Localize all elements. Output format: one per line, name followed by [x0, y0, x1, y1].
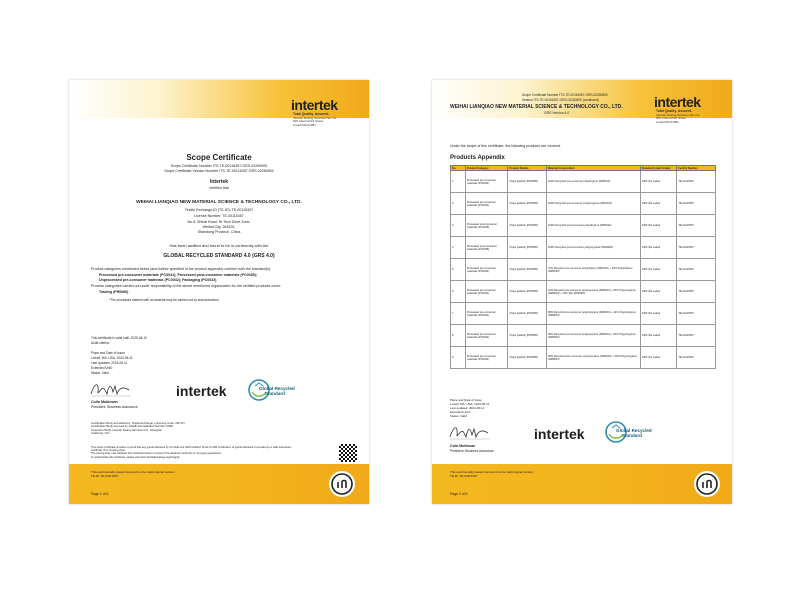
- signer-title: President, Business Assurance: [450, 449, 494, 453]
- table-row: [451, 193, 716, 215]
- extended-until: Extended Until:: [91, 366, 113, 370]
- table-cell: 9: [451, 347, 466, 369]
- activities: Trading (PR0080): [99, 290, 129, 294]
- table-cell: 100% Recycled post-consumer polypropylene (RM0204): [546, 237, 640, 259]
- table-row: [451, 237, 716, 259]
- page-title: Scope Certificate: [186, 153, 252, 162]
- signer-title: President, Business Assurance: [91, 405, 138, 409]
- products-table: [450, 165, 716, 369]
- audited-statement: Has been audited and found to be in conformity with the: [169, 243, 269, 248]
- disclaimer: This scope certificate provides no proof that any goods delivered by its holder are GRS certified. Proof of GRS certification of goods delivered is provided by a valid transaction certificate (TC) covering them. The issuing body may withdraw this certificate before it expires if the declared conformity is no longer guaranteed. To authenticate this certificate, please visit www.TextileExchange.org/Integrity.: [91, 446, 292, 459]
- issuer: Intertek: [209, 179, 229, 185]
- intertek-brand-mark: intertek: [176, 383, 227, 399]
- categories-line: Unprocessed pre-consumer materials (PC0042); Packaging (PC0023): [99, 278, 217, 282]
- table-row: [451, 303, 716, 325]
- status: Status: Valid: [450, 414, 467, 418]
- table-cell: TE-00116357: [677, 259, 716, 281]
- place-date-label: Place and Date of Issue: [450, 398, 482, 402]
- standard-version: GRS Version 4.0: [544, 111, 570, 115]
- table-cell: Chips (pellets) (PD0085): [508, 325, 547, 347]
- table-cell: GRS (No Label): [640, 259, 677, 281]
- table-cell: Processed pre-consumer materials (PC0041): [465, 325, 508, 347]
- page-number: Page 2 of 5: [450, 492, 468, 496]
- extended-until: Extended Until:: [450, 410, 471, 414]
- table-cell: 3: [451, 215, 466, 237]
- certificate-page-1: [69, 80, 369, 504]
- certifies-that: certifies that: [209, 186, 229, 190]
- products-table-body: [451, 171, 716, 369]
- intertek-logo: intertek: [291, 97, 338, 113]
- table-cell: 70% Recycled pre-consumer polyethylene (RM0192) + 30% Polyethylene (RM0190): [546, 259, 640, 281]
- table-cell: 23% Recycled pre-consumer polypropylene (RM0204) + 60% Polypropylene (RM0203) + 10% Talc (RM0020): [546, 281, 640, 303]
- table-cell: Chips (pellets) (PD0085): [508, 347, 547, 369]
- last-updated: Last updated: 2024-06-11: [450, 406, 485, 410]
- address-line: No.8, Shihai Road, Hi-Tech Deve Zone,: [187, 220, 251, 224]
- valid-until: This certificate is valid until: 2025-06-10: [91, 336, 147, 340]
- table-cell: TE-00116357: [677, 171, 716, 193]
- page-number: Page 1 of 5: [91, 492, 109, 496]
- appendix-title: Products Appendix: [450, 155, 505, 161]
- column-header: Product Details: [508, 166, 547, 171]
- categories-intro: Product categories mentioned below (and further specified in the product appendix) conform with the standard(s):: [91, 267, 271, 271]
- table-cell: Processed pre-consumer materials (PC0041): [465, 171, 508, 193]
- table-cell: Processed post-consumer materials (PC0035): [465, 215, 508, 237]
- footer-band: [432, 464, 732, 504]
- textile-exchange-icon: [694, 471, 720, 497]
- accreditation-block: Certification Body accredited by: Textile Exchange, Licensing Code: CB-471 Certification Body licensed by: ANAB, Accreditation Number: 0008 Inspection Body: Intertek Testing Services Ltd., Shanghai Auditor(s): N/A: [91, 421, 185, 436]
- table-cell: 2: [451, 193, 466, 215]
- table-cell: Chips (pellets) (PD0085): [508, 237, 547, 259]
- textile-exchange-logo: [694, 471, 720, 497]
- audit-criteria: Audit criteria:: [91, 341, 110, 345]
- scope-number: Scope Certificate Number ITS-TE-00116357-GRS-02260900: [522, 93, 608, 97]
- footer-text: This electronically issued document is the valid original version TE-ID: TE-00116357: [91, 470, 175, 478]
- table-cell: 5: [451, 259, 466, 281]
- table-cell: 50% Recycled pre-consumer polypropylene (RM0204) + 50% Polypropylene (RM0203): [546, 325, 640, 347]
- table-cell: TE-00116357: [677, 281, 716, 303]
- table-cell: TE-00116357: [677, 237, 716, 259]
- table-cell: Chips (pellets) (PD0085): [508, 171, 547, 193]
- table-cell: Chips (pellets) (PD0085): [508, 193, 547, 215]
- version-number: Version ITS-TE-00116357-GRS-02260900 (continued): [522, 98, 599, 102]
- signature-image: [448, 423, 492, 441]
- qr-code: [339, 444, 357, 462]
- table-cell: Chips (pellets) (PD0085): [508, 259, 547, 281]
- column-header: Product Category: [465, 166, 508, 171]
- table-cell: 6: [451, 281, 466, 303]
- textile-exchange-logo: [329, 471, 355, 497]
- grs-logo-label: Global Recycled Standard: [616, 428, 652, 438]
- textile-exchange-icon: [329, 471, 355, 497]
- table-cell: 7: [451, 303, 466, 325]
- scope-number: Scope Certificate Number ITS-TE-00116357-GRS-02260900: [170, 164, 268, 168]
- column-header: Facility Number: [677, 166, 716, 171]
- table-row: [451, 215, 716, 237]
- version-number: Scope Certificate Version Number ITS-TE-00116357-GRS-02260900: [164, 169, 274, 173]
- table-cell: Chips (pellets) (PD0085): [508, 215, 547, 237]
- table-cell: Chips (pellets) (PD0085): [508, 303, 547, 325]
- place-city: Lowell, MA, USA, 2024-06-11: [91, 356, 133, 360]
- table-cell: 100% Recycled post-consumer polyethylene (RM0192): [546, 215, 640, 237]
- address-line: Weihai City, 264200,: [202, 225, 236, 229]
- table-row: [451, 259, 716, 281]
- logo-tagline: Total Quality. Assured. Intertek Testing Services NA, Inc. 900 Chelmsford Street Lowell MA 01851: [293, 112, 338, 127]
- table-cell: 8: [451, 325, 466, 347]
- categories-line: Processed pre-consumer materials (PC0041); Processed post-consumer materials (PC0035);: [99, 273, 257, 277]
- table-cell: GRS (No Label): [640, 193, 677, 215]
- intertek-brand-mark: intertek: [534, 426, 585, 442]
- table-cell: 100% Recycled pre-consumer polyethylene (RM0192): [546, 171, 640, 193]
- intertek-logo: intertek: [654, 94, 701, 110]
- logo-tagline: Total Quality. Assured. Intertek Testing Services NA, Inc. 900 Chelmsford Street Lowell MA 01851: [656, 109, 701, 124]
- table-row: [451, 347, 716, 369]
- signature-image: [89, 380, 133, 398]
- table-row: [451, 171, 716, 193]
- table-cell: TE-00116357: [677, 215, 716, 237]
- standard-name: GLOBAL RECYCLED STANDARD 4.0 (GRS 4.0): [163, 253, 275, 259]
- table-cell: Processed post-consumer materials (PC0035): [465, 237, 508, 259]
- address-line: Shandong Province, China: [197, 230, 241, 234]
- table-cell: TE-00116357: [677, 347, 716, 369]
- subcontractor-note: *The processes marked with an asterisk may be carried out by subcontractors: [109, 298, 219, 302]
- signer-name: Colin Moldovan: [91, 400, 118, 404]
- table-cell: 1: [451, 171, 466, 193]
- table-cell: GRS (No Label): [640, 171, 677, 193]
- table-cell: GRS (No Label): [640, 215, 677, 237]
- table-cell: TE-00116357: [677, 325, 716, 347]
- grs-logo-label: Global Recycled Standard: [259, 386, 295, 396]
- column-header: Material Composition: [546, 166, 640, 171]
- te-id: Textile Exchange-ID (TE-ID): TE-00116357: [184, 208, 254, 212]
- column-header: Standard (Label Grade): [640, 166, 677, 171]
- place-city: Lowell, MA, USA, 2024-06-11: [450, 402, 490, 406]
- table-cell: GRS (No Label): [640, 303, 677, 325]
- table-cell: GRS (No Label): [640, 281, 677, 303]
- table-cell: Processed pre-consumer materials (PC0041): [465, 303, 508, 325]
- certificate-page-2: [432, 80, 732, 504]
- table-cell: 4: [451, 237, 466, 259]
- table-cell: TE-00116357: [677, 303, 716, 325]
- license-number: License Number: TE-00116357: [194, 214, 244, 218]
- table-cell: Chips (pellets) (PD0085): [508, 281, 547, 303]
- appendix-intro: Under the scope of this certificate, the following products are covered.: [450, 144, 562, 148]
- table-cell: 86% Recycled pre-consumer polypropylene (RM0204) + 14% Polypropylene (RM0203): [546, 303, 640, 325]
- table-cell: Processed pre-consumer materials (PC0041): [465, 193, 508, 215]
- company-name: WEIHAI LIANQIAO NEW MATERIAL SCIENCE & TECHNOLOGY CO., LTD.: [136, 200, 302, 205]
- company-name: WEIHAI LIANQIAO NEW MATERIAL SCIENCE & TECHNOLOGY CO., LTD.: [450, 104, 623, 110]
- status: Status: Valid: [91, 371, 109, 375]
- table-cell: Processed pre-consumer materials (PC0041): [465, 347, 508, 369]
- activities-intro: Process categories carried out under responsibility of the above mentioned organization for the certified products cover:: [91, 284, 281, 288]
- signer-name: Colin Moldovan: [450, 444, 476, 448]
- footer-text: This electronically issued document is the valid original version TE-ID: TE-00116357: [450, 470, 534, 478]
- table-cell: GRS (No Label): [640, 325, 677, 347]
- table-cell: GRS (No Label): [640, 237, 677, 259]
- table-cell: 100% Recycled pre-consumer polypropylene (RM0204): [546, 193, 640, 215]
- last-updated: Last updated: 2024-06-11: [91, 361, 128, 365]
- table-cell: GRS (No Label): [640, 347, 677, 369]
- table-cell: Processed pre-consumer materials (PC0041): [465, 281, 508, 303]
- table-cell: 50% Recycled post-consumer polypropylene (RM0204) + 50% Polypropylene (RM0203): [546, 347, 640, 369]
- table-row: [451, 281, 716, 303]
- column-header: No.: [451, 166, 466, 171]
- table-row: [451, 325, 716, 347]
- table-cell: TE-00116357: [677, 193, 716, 215]
- place-date-label: Place and Date of Issue: [91, 351, 125, 355]
- table-cell: Processed pre-consumer materials (PC0041): [465, 259, 508, 281]
- footer-band: [69, 464, 369, 504]
